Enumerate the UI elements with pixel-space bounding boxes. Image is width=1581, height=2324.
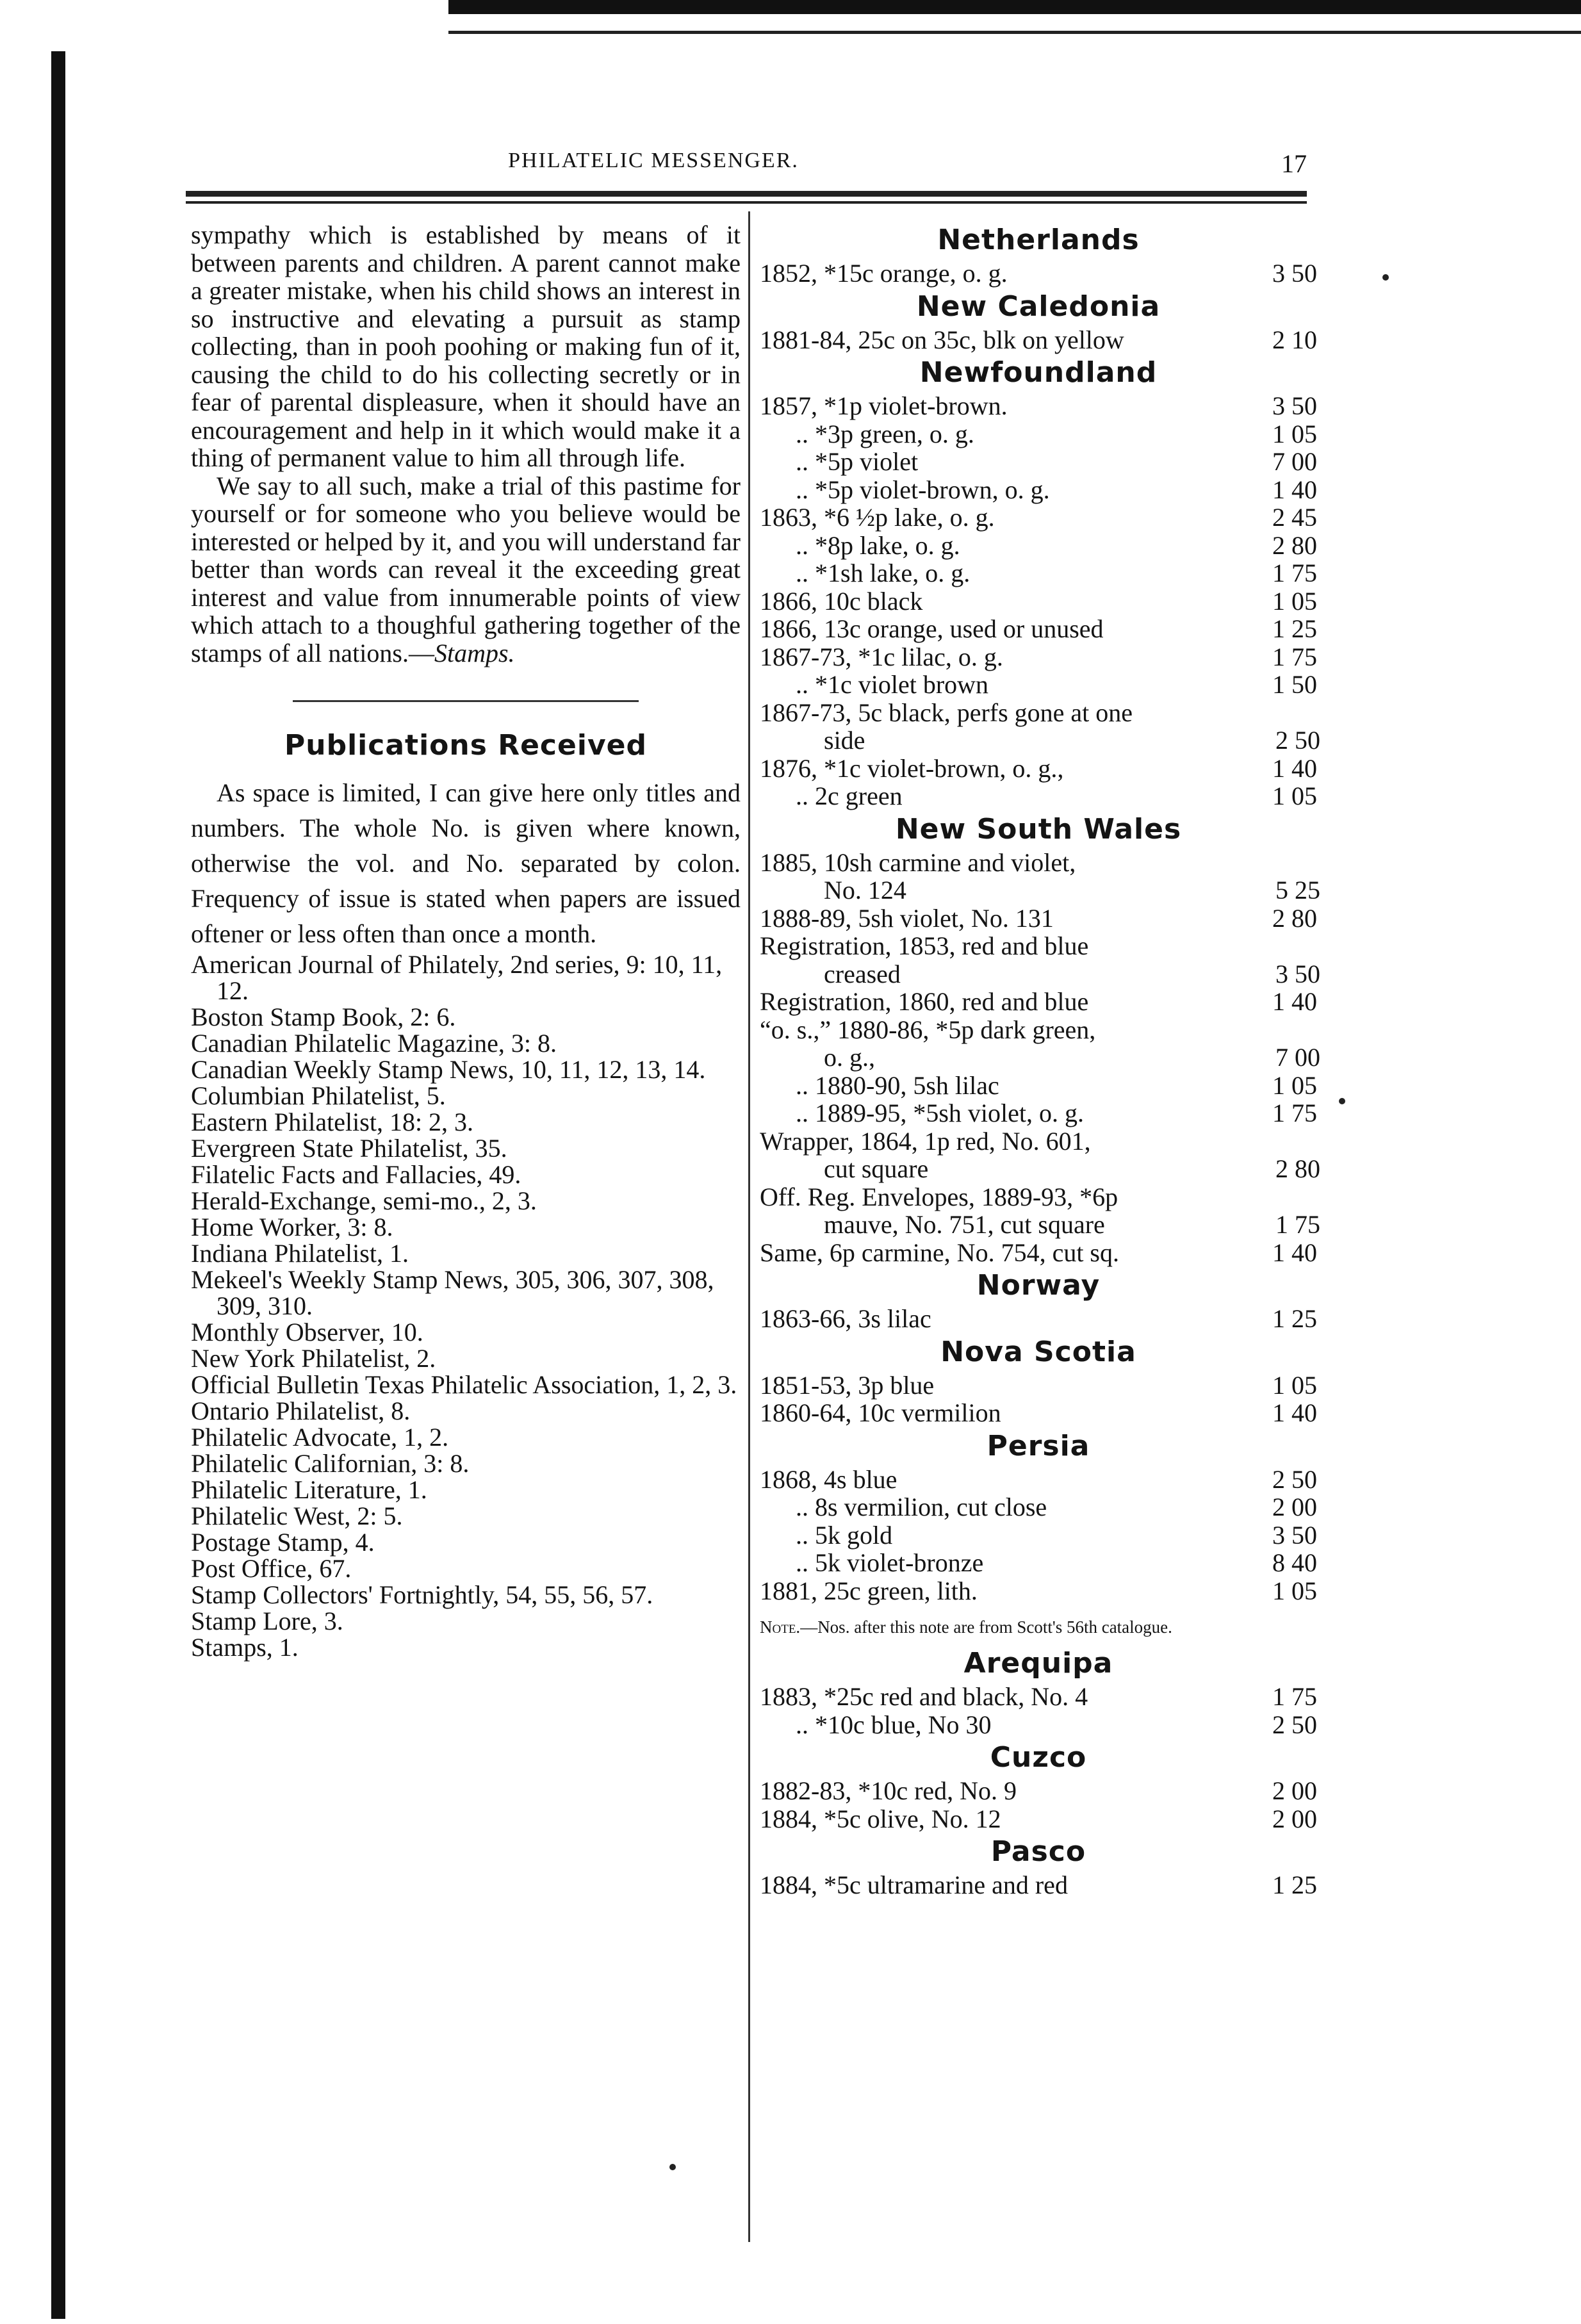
- stamp-price: 1 75: [1272, 559, 1317, 587]
- stamp-entry: [760, 392, 1317, 420]
- stamp-description: 1866, 10c black: [760, 586, 923, 616]
- publication-item: Official Bulletin Texas Philatelic Association, 1, 2, 3.: [191, 1370, 737, 1399]
- stamp-description: .. 5k violet-bronze: [796, 1548, 984, 1577]
- stamp-price: 1 05: [1272, 586, 1317, 616]
- stamp-price: 1 75: [1272, 642, 1317, 671]
- publication-item: Columbian Philatelist, 5.: [191, 1081, 446, 1110]
- stamp-description: No. 124: [824, 876, 906, 904]
- stamp-description: .. 1880-90, 5sh lilac: [796, 1070, 999, 1100]
- stamp-description: 1867-73, *1c lilac, o. g.: [760, 642, 1003, 671]
- stamp-description: side: [824, 726, 865, 755]
- stamp-price: 2 00: [1272, 1804, 1317, 1833]
- publications-intro: As space is limited, I can give here only titles and numbers. The whole No. is given where known, otherwise the vol. and No. separated by colon. Frequency of issue is stated when papers are issued oftener or less often than once a month.: [191, 778, 741, 948]
- publication-item: Evergreen State Philatelist, 35.: [191, 1134, 507, 1163]
- footnote: [760, 1616, 1317, 1638]
- stamp-price: 3 50: [1272, 259, 1317, 288]
- scan-speck: [1382, 274, 1389, 281]
- stamp-price: 2 00: [1272, 1776, 1317, 1805]
- stamp-entry: [760, 1521, 1317, 1550]
- stamp-price: [1250, 1016, 1317, 1044]
- stamp-entry: [760, 1154, 1320, 1183]
- stamp-entry: [760, 1399, 1317, 1427]
- stamp-price: 3 50: [1272, 391, 1317, 420]
- publication-item: Eastern Philatelist, 18: 2, 3.: [191, 1108, 474, 1136]
- stamp-entry: [760, 699, 1317, 727]
- stamp-entry: [760, 476, 1317, 504]
- country-heading: Arequipa: [963, 1647, 1113, 1680]
- publication-item: New York Philatelist, 2.: [191, 1344, 436, 1373]
- stamp-description: .. 2c green: [796, 781, 903, 810]
- stamp-entry: [760, 1711, 1317, 1739]
- publication-item: Stamp Collectors' Fortnightly, 54, 55, 56, 57.: [191, 1580, 653, 1609]
- stamp-price: 2 50: [1275, 726, 1320, 755]
- stamp-description: .. *8p lake, o. g.: [796, 530, 960, 560]
- publication-item: Philatelic West, 2: 5.: [191, 1502, 403, 1530]
- stamp-description: .. *1c violet brown: [796, 670, 989, 699]
- publication-item: Stamp Lore, 3.: [191, 1607, 343, 1635]
- stamp-description: 1884, *5c ultramarine and red: [760, 1870, 1068, 1899]
- stamp-entry: [760, 932, 1317, 960]
- stamp-description: .. *10c blue, No 30: [796, 1710, 992, 1739]
- stamp-price: 2 50: [1272, 1710, 1317, 1739]
- stamp-price: [1250, 849, 1317, 877]
- country-heading: Netherlands: [937, 224, 1140, 256]
- scan-border-top: [448, 0, 1581, 14]
- paragraph-text: We say to all such, make a trial of this pastime for yourself or for someone who you believe would be interested or helped by it, and you will understand far better than words can reveal it the exceeding great interest and value from innumerable points of view which attach to a thoughful gathering together of the stamps of all nations.—: [191, 471, 741, 667]
- stamp-entry: [760, 1043, 1320, 1072]
- stamp-entry: [760, 959, 1320, 988]
- footnote-lead: Note.: [760, 1617, 801, 1637]
- stamp-price: 1 50: [1272, 670, 1317, 699]
- stamp-price: 2 50: [1272, 1464, 1317, 1494]
- stamp-entry: [760, 1016, 1317, 1044]
- stamp-price: 1 75: [1275, 1210, 1320, 1239]
- stamp-description: .. *3p green, o. g.: [796, 419, 974, 448]
- article-paragraph: sympathy which is established by means of it between parents and children. A parent cannot make a greater mistake, when his child shows an interest in so instructive and elevating a pursuit as stamp collecting, than in pooh poohing or making fun of it, causing the child to do his collecting secretly or in fear of parental displeasure, when it should have an encouragement and help in it which would make it a thing of permanent value to him all through life.: [191, 220, 741, 472]
- stamp-entry: [760, 1072, 1317, 1100]
- stamp-price: 2 10: [1272, 325, 1317, 354]
- stamp-description: 1884, *5c olive, No. 12: [760, 1804, 1001, 1833]
- stamp-price: 2 45: [1272, 503, 1317, 532]
- stamp-description: cut square: [824, 1154, 929, 1183]
- stamp-description: Same, 6p carmine, No. 754, cut sq.: [760, 1238, 1119, 1267]
- footnote-text: —Nos. after this note are from Scott's 56th catalogue.: [800, 1617, 1172, 1637]
- stamp-price: 2 80: [1272, 903, 1317, 933]
- stamp-entry: [760, 1493, 1317, 1521]
- stamp-entry: [760, 671, 1317, 699]
- publication-item: Canadian Weekly Stamp News, 10, 11, 12, 13, 14.: [191, 1055, 706, 1084]
- stamp-description: Registration, 1860, red and blue: [760, 987, 1089, 1016]
- stamp-entry: [760, 1099, 1317, 1127]
- publication-item: Home Worker, 3: 8.: [191, 1213, 393, 1241]
- publication-item: Monthly Observer, 10.: [191, 1318, 423, 1346]
- stamp-entry: [760, 1210, 1320, 1239]
- section-heading: Publications Received: [284, 729, 647, 762]
- stamp-price: 1 05: [1272, 1070, 1317, 1100]
- stamp-entry: [760, 559, 1317, 587]
- stamp-entry: [760, 1239, 1317, 1267]
- stamp-entry: [760, 532, 1317, 560]
- stamp-price: 2 80: [1272, 530, 1317, 560]
- stamp-description: .. *1sh lake, o. g.: [796, 559, 971, 587]
- stamp-description: mauve, No. 751, cut square: [824, 1210, 1105, 1239]
- stamp-price: 1 40: [1272, 1398, 1317, 1427]
- stamp-price: [1250, 699, 1317, 727]
- stamp-entry: [760, 904, 1317, 933]
- header-rule-thin: [186, 201, 1307, 204]
- stamp-description: 1881-84, 25c on 35c, blk on yellow: [760, 325, 1124, 354]
- stamp-entry: [760, 849, 1317, 877]
- stamp-entry: [760, 755, 1317, 783]
- stamp-description: 1882-83, *10c red, No. 9: [760, 1776, 1017, 1805]
- publication-item: Indiana Philatelist, 1.: [191, 1239, 409, 1268]
- stamp-description: .. *5p violet: [796, 447, 919, 476]
- stamp-price: 1 05: [1272, 1370, 1317, 1400]
- stamp-price: 1 05: [1272, 419, 1317, 448]
- stamp-description: Off. Reg. Envelopes, 1889-93, *6p: [760, 1182, 1118, 1211]
- country-heading: New South Wales: [895, 812, 1182, 846]
- country-heading: Newfoundland: [919, 356, 1158, 389]
- publication-item: Post Office, 67.: [191, 1554, 352, 1583]
- country-heading: Cuzco: [990, 1741, 1087, 1774]
- stamp-description: 1876, *1c violet-brown, o. g.,: [760, 753, 1064, 783]
- stamp-entry: [760, 587, 1317, 616]
- stamp-price: 1 05: [1272, 1576, 1317, 1605]
- stamp-price: 7 00: [1275, 1043, 1320, 1072]
- stamp-description: 1888-89, 5sh violet, No. 131: [760, 903, 1054, 933]
- stamp-price: [1250, 932, 1317, 960]
- stamp-description: 1868, 4s blue: [760, 1464, 897, 1494]
- stamp-entry: [760, 1127, 1317, 1156]
- stamp-price: 1 05: [1272, 781, 1317, 810]
- left-column: [191, 221, 741, 1660]
- stamp-price: 1 75: [1272, 1682, 1317, 1711]
- stamp-entry: [760, 615, 1317, 643]
- stamp-price: 1 25: [1272, 1304, 1317, 1333]
- stamp-price: [1250, 1127, 1317, 1156]
- stamp-entry: [760, 782, 1317, 810]
- stamp-description: 1860-64, 10c vermilion: [760, 1398, 1001, 1427]
- stamp-entry: [760, 1466, 1317, 1494]
- right-column: [760, 221, 1320, 1899]
- stamp-price: 2 00: [1272, 1493, 1317, 1521]
- publication-item: Filatelic Facts and Fallacies, 49.: [191, 1160, 521, 1189]
- header-rule: [186, 191, 1307, 197]
- stamp-description: 1851-53, 3p blue: [760, 1370, 935, 1400]
- stamp-description: creased: [824, 959, 901, 988]
- publication-item: Boston Stamp Book, 2: 6.: [191, 1002, 456, 1031]
- running-title: PHILATELIC MESSENGER.: [508, 149, 799, 172]
- stamp-description: 1852, *15c orange, o. g.: [760, 259, 1008, 288]
- publication-item: Ontario Philatelist, 8.: [191, 1396, 411, 1425]
- stamp-description: .. 5k gold: [796, 1520, 893, 1550]
- stamp-price: 1 40: [1272, 987, 1317, 1016]
- stamp-entry: [760, 503, 1317, 532]
- stamp-entry: [760, 326, 1317, 354]
- column-divider: [748, 211, 750, 2242]
- stamp-price: 3 50: [1275, 959, 1320, 988]
- stamp-description: 1883, *25c red and black, No. 4: [760, 1682, 1088, 1711]
- stamp-entry: [760, 1305, 1317, 1333]
- stamp-entry: [760, 448, 1317, 476]
- stamp-description: 1881, 25c green, lith.: [760, 1576, 978, 1605]
- stamp-description: 1885, 10sh carmine and violet,: [760, 847, 1076, 877]
- stamp-entry: [760, 1805, 1317, 1833]
- stamp-entry: [760, 1871, 1317, 1899]
- publication-item: Philatelic Advocate, 1, 2.: [191, 1423, 449, 1452]
- stamp-entry: [760, 726, 1320, 755]
- stamp-price: 5 25: [1275, 876, 1320, 904]
- stamp-price: 2 80: [1275, 1154, 1320, 1183]
- page-number: 17: [1281, 149, 1307, 178]
- stamp-price: 1 25: [1272, 614, 1317, 643]
- scan-border-left: [51, 51, 65, 2319]
- country-heading: Nova Scotia: [940, 1335, 1136, 1368]
- stamp-description: .. 8s vermilion, cut close: [796, 1493, 1047, 1521]
- stamp-price: [1250, 1183, 1317, 1211]
- stamp-entry: [760, 1183, 1317, 1211]
- stamp-description: o. g.,: [824, 1043, 875, 1072]
- section-rule: [293, 700, 639, 702]
- stamp-price: 8 40: [1272, 1548, 1317, 1577]
- stamp-entry: [760, 259, 1317, 288]
- page-header: [186, 149, 1307, 181]
- stamp-description: 1863, *6 ½p lake, o. g.: [760, 503, 995, 532]
- publication-item: Mekeel's Weekly Stamp News, 305, 306, 307, 308, 309, 310.: [191, 1265, 714, 1320]
- stamp-entry: [760, 988, 1317, 1016]
- stamp-price: 1 40: [1272, 1238, 1317, 1267]
- stamp-description: “o. s.,” 1880-86, *5p dark green,: [760, 1015, 1096, 1044]
- stamp-description: 1866, 13c orange, used or unused: [760, 614, 1104, 643]
- stamp-price: 3 50: [1272, 1520, 1317, 1550]
- stamp-description: .. 1889-95, *5sh violet, o. g.: [796, 1099, 1084, 1127]
- publication-item: Postage Stamp, 4.: [191, 1528, 375, 1557]
- stamp-entry: [760, 1577, 1317, 1605]
- stamp-entry: [760, 1371, 1317, 1400]
- country-heading: Norway: [976, 1269, 1101, 1302]
- stamp-price: 7 00: [1272, 447, 1317, 476]
- stamp-price: 1 40: [1272, 475, 1317, 504]
- stamp-entry: [760, 1777, 1317, 1805]
- country-heading: Persia: [987, 1429, 1090, 1462]
- publication-item: Philatelic Californian, 3: 8.: [191, 1449, 470, 1478]
- stamp-description: 1867-73, 5c black, perfs gone at one: [760, 698, 1133, 727]
- country-heading: Pasco: [990, 1835, 1086, 1868]
- stamp-entry: [760, 643, 1317, 671]
- publication-item: American Journal of Philately, 2nd series, 9: 10, 11, 12.: [191, 950, 723, 1005]
- stamp-entry: [760, 1549, 1317, 1577]
- stamp-price: 1 75: [1272, 1099, 1317, 1127]
- stamp-price: 1 40: [1272, 753, 1317, 783]
- stamp-entry: [760, 876, 1320, 904]
- publication-item: Stamps, 1.: [191, 1633, 299, 1662]
- publication-item: Herald-Exchange, semi-mo., 2, 3.: [191, 1186, 537, 1215]
- stamp-description: 1857, *1p violet-brown.: [760, 391, 1008, 420]
- stamp-description: Registration, 1853, red and blue: [760, 931, 1089, 960]
- publication-item: Philatelic Literature, 1.: [191, 1475, 427, 1504]
- article-paragraph: [191, 472, 741, 667]
- source-attribution: Stamps.: [434, 638, 515, 667]
- publications-list: [191, 951, 741, 1660]
- stamp-description: .. *5p violet-brown, o. g.: [796, 475, 1050, 504]
- stamp-entry: [760, 1683, 1317, 1711]
- stamp-entry: [760, 420, 1317, 448]
- country-heading: New Caledonia: [916, 290, 1161, 323]
- stamp-description: Wrapper, 1864, 1p red, No. 601,: [760, 1126, 1091, 1156]
- scan-speck: [669, 2164, 676, 2170]
- stamp-price: 1 25: [1272, 1870, 1317, 1899]
- scan-rule-top: [448, 31, 1581, 34]
- publication-item: Canadian Philatelic Magazine, 3: 8.: [191, 1029, 557, 1058]
- scan-speck: [1339, 1098, 1345, 1104]
- stamp-description: 1863-66, 3s lilac: [760, 1304, 931, 1333]
